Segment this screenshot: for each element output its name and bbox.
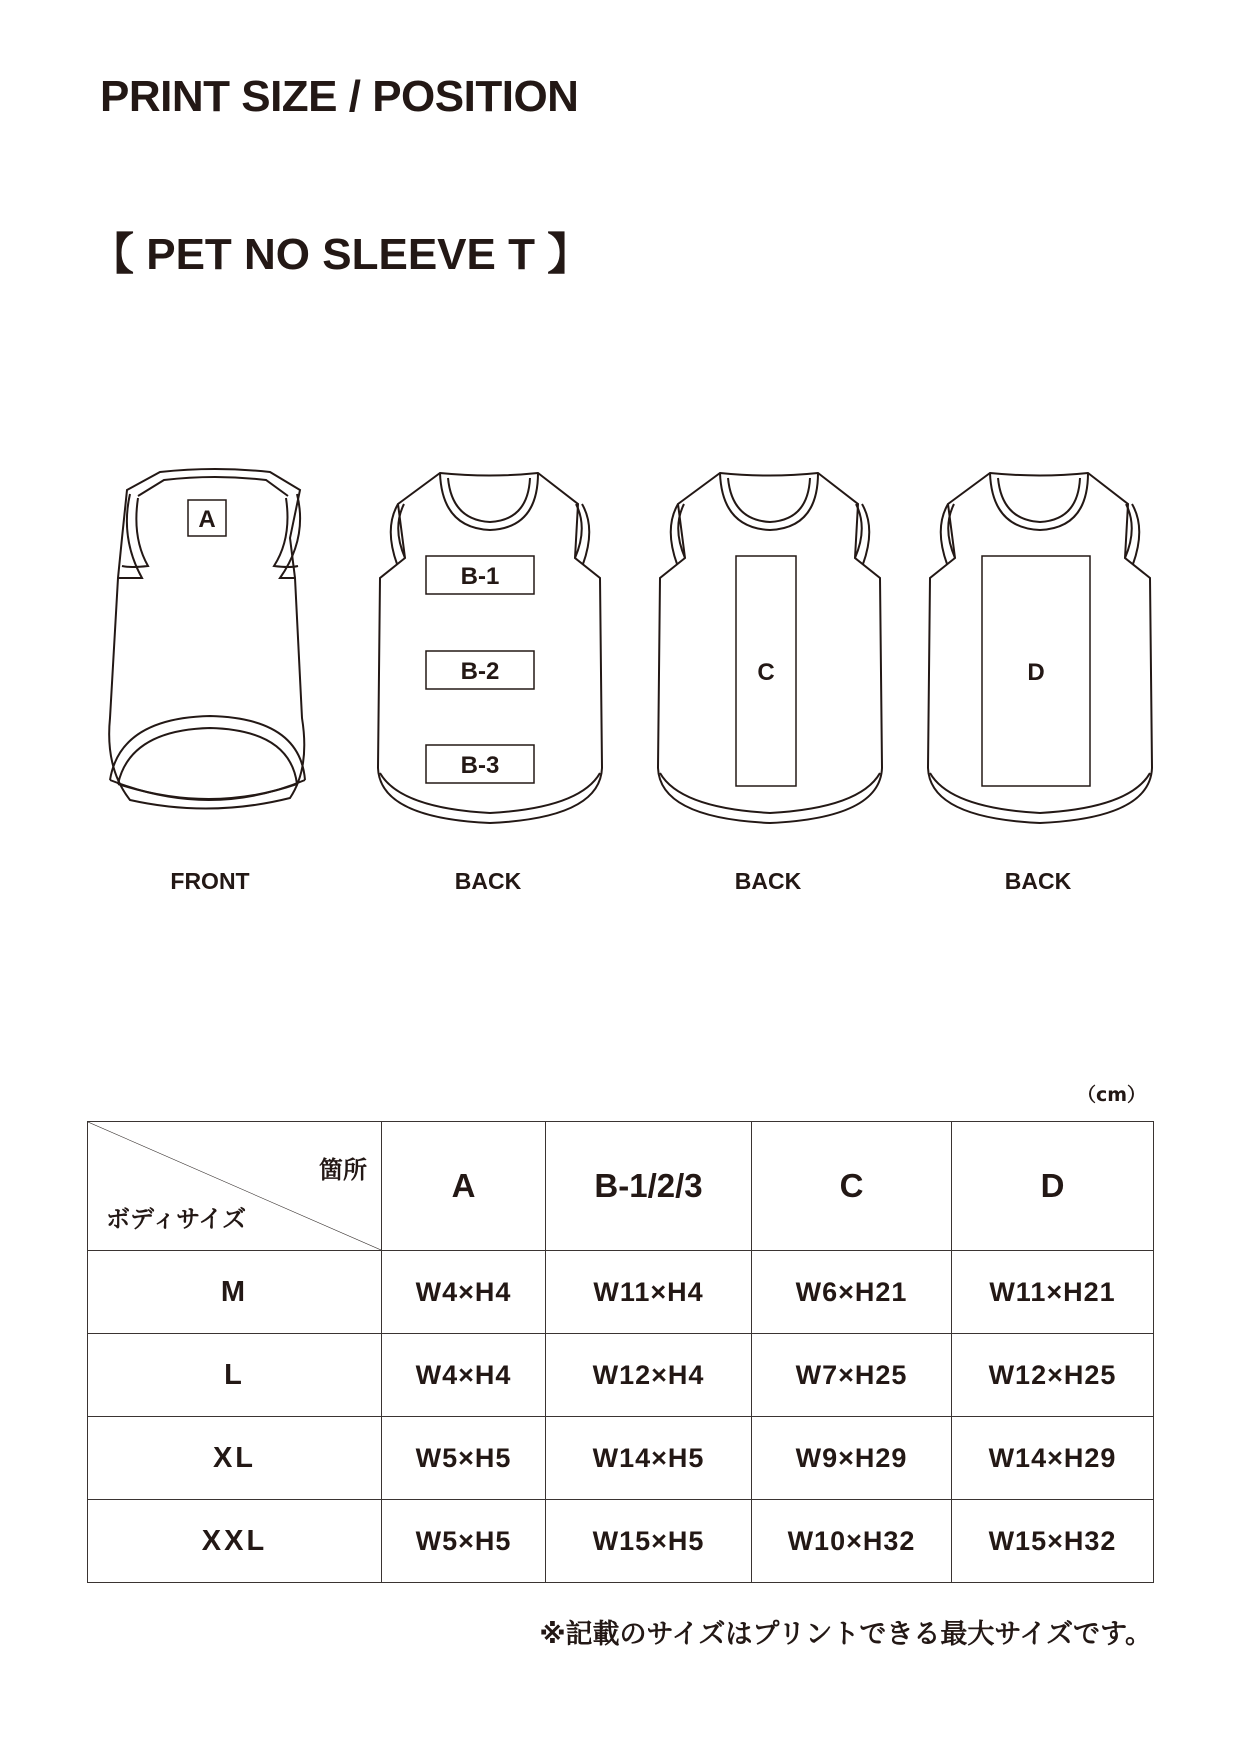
table-row <box>88 1251 1154 1334</box>
table-cell: W5×H5 <box>382 1417 546 1500</box>
table-cell: W11×H21 <box>952 1251 1154 1334</box>
table-corner-cell <box>88 1122 382 1251</box>
table-cell: W4×H4 <box>382 1334 546 1417</box>
table-cell: W6×H21 <box>752 1251 952 1334</box>
garment-back-d-drawing <box>920 468 1160 838</box>
column-header: C <box>752 1122 952 1251</box>
garment-front-drawing <box>90 468 330 838</box>
table-cell: W12×H4 <box>546 1334 752 1417</box>
table-row <box>88 1417 1154 1500</box>
size-cell: L <box>88 1334 382 1417</box>
print-area-label: A <box>198 506 216 533</box>
table-cell: W5×H5 <box>382 1500 546 1583</box>
table-cell: W14×H29 <box>952 1417 1154 1500</box>
unit-label: （cm） <box>1076 1084 1146 1106</box>
table-cell: W4×H4 <box>382 1251 546 1334</box>
table-cell: W7×H25 <box>752 1334 952 1417</box>
table-cell: W15×H5 <box>546 1500 752 1583</box>
garment-back-c <box>650 468 890 838</box>
size-cell: XL <box>88 1417 382 1500</box>
print-area-label: B-2 <box>460 658 500 685</box>
table-header-row <box>88 1122 1154 1251</box>
garment-back-c-drawing <box>650 468 890 838</box>
view-label-front: FRONT <box>170 868 250 894</box>
print-area-label: B-3 <box>460 752 500 779</box>
print-size-table <box>87 1121 1154 1583</box>
garment-back-b <box>370 468 610 838</box>
body-size-header-label: ボディサイズ <box>106 1206 247 1233</box>
size-cell: M <box>88 1251 382 1334</box>
print-area-label: D <box>1027 659 1045 686</box>
table-cell: W10×H32 <box>752 1500 952 1583</box>
column-header: A <box>382 1122 546 1251</box>
garment-back-d <box>920 468 1160 838</box>
view-label-back-c: BACK <box>734 868 802 894</box>
table-cell: W11×H4 <box>546 1251 752 1334</box>
column-header: B-1/2/3 <box>546 1122 752 1251</box>
size-cell: XXL <box>88 1500 382 1583</box>
view-label-back-b: BACK <box>454 868 522 894</box>
garment-back-b-drawing <box>370 468 610 838</box>
table-cell: W12×H25 <box>952 1334 1154 1417</box>
column-header: D <box>952 1122 1154 1251</box>
table-cell: W9×H29 <box>752 1417 952 1500</box>
table-cell: W14×H5 <box>546 1417 752 1500</box>
page-title: PRINT SIZE / POSITION <box>100 72 579 121</box>
view-label-back-d: BACK <box>1004 868 1072 894</box>
table-row <box>88 1334 1154 1417</box>
table-cell: W15×H32 <box>952 1500 1154 1583</box>
location-header-label: 箇所 <box>319 1157 367 1184</box>
garment-front <box>90 468 330 838</box>
print-area-label: C <box>757 659 775 686</box>
print-area-label: B-1 <box>460 563 500 590</box>
table-row <box>88 1500 1154 1583</box>
footer-note: ※記載のサイズはプリントできる最大サイズです。 <box>539 1619 1152 1650</box>
product-name: 【 PET NO SLEEVE T 】 <box>90 230 592 279</box>
